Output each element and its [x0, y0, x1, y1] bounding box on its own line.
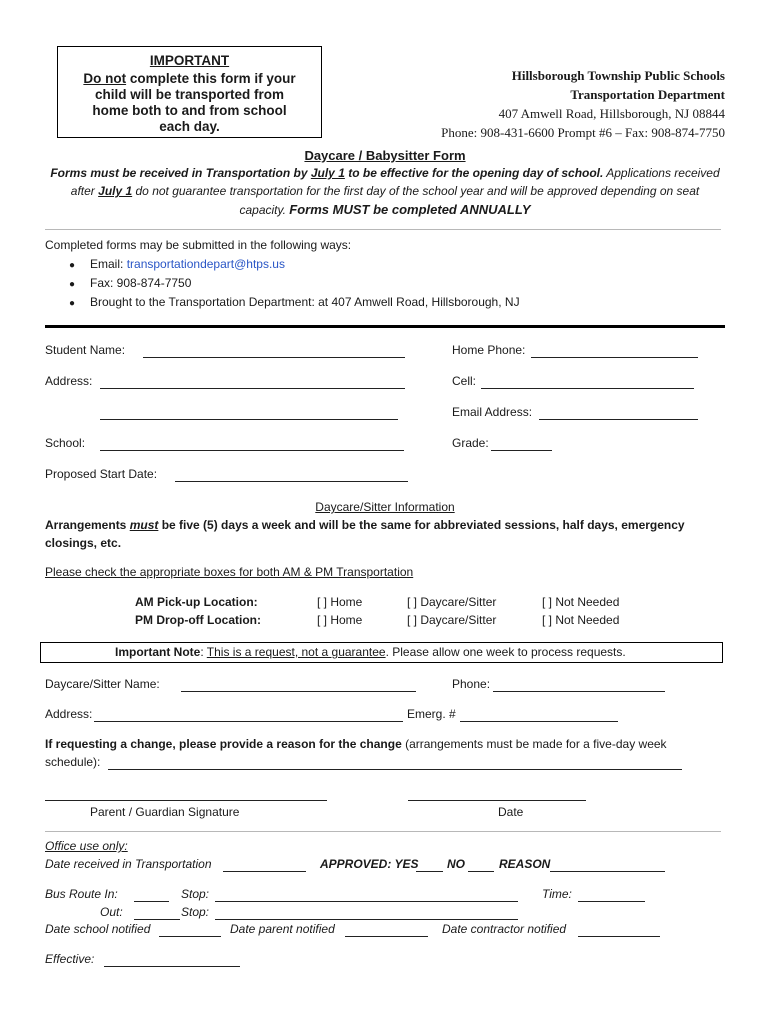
bullet-icon: ● [69, 279, 76, 290]
note-rest: . Please allow one week to process requests. [385, 645, 626, 659]
effective-field[interactable] [104, 966, 240, 967]
approved-yes-label: APPROVED: YES [320, 857, 419, 871]
address-field[interactable] [100, 388, 405, 389]
important-line-4: each day. [159, 119, 220, 134]
stop-in-label: Stop: [181, 887, 210, 901]
approved-no-label: NO [447, 857, 465, 871]
parent-signature-field[interactable] [45, 800, 327, 801]
email-address-label: Email Address: [452, 405, 533, 419]
pm-not-needed-checkbox[interactable]: [ ] Not Needed [542, 613, 620, 627]
email-label: Email: [90, 257, 127, 271]
emerg-label: Emerg. # [407, 707, 456, 721]
divider-thin-1 [45, 229, 721, 230]
parent-signature-label: Parent / Guardian Signature [90, 805, 240, 819]
signature-date-field[interactable] [408, 800, 586, 801]
intro-line-3-a: capacity. [239, 203, 290, 217]
intro-bold-2: to be effective for the opening day of school. [344, 166, 604, 180]
submission-lead: Completed forms may be submitted in the following ways: [45, 238, 352, 252]
intro-line-3 [0, 202, 770, 217]
bullet-icon: ● [69, 298, 76, 309]
sitter-address-field[interactable] [94, 721, 403, 722]
intro-bold-1: Forms must be received in Transportation by [50, 166, 311, 180]
dept-name: Transportation Department [570, 87, 725, 102]
reason-field[interactable] [550, 871, 665, 872]
am-not-needed-checkbox[interactable]: [ ] Not Needed [542, 595, 620, 609]
pm-daycare-checkbox[interactable]: [ ] Daycare/Sitter [407, 613, 497, 627]
stop-out-label: Stop: [181, 905, 210, 919]
approved-yes-field[interactable] [416, 871, 443, 872]
school-notified-label: Date school notified [45, 922, 151, 936]
intro-date-2: July 1 [98, 184, 133, 198]
school-field[interactable] [100, 450, 404, 451]
home-phone-label: Home Phone: [452, 343, 526, 357]
brought-line: Brought to the Transportation Department: at 407 Amwell Road, Hillsborough, NJ [90, 295, 520, 309]
bus-route-in-label: Bus Route In: [45, 887, 118, 901]
intro-line-1 [0, 166, 770, 180]
approved-no-field[interactable] [468, 871, 494, 872]
important-note-label: Important Note [115, 645, 201, 659]
contractor-notified-label: Date contractor notified [442, 922, 567, 936]
reason-label: REASON [499, 857, 551, 871]
office-use-heading: Office use only: [45, 839, 128, 853]
sitter-phone-label: Phone: [452, 677, 491, 691]
bullet-icon: ● [69, 260, 76, 271]
pm-home-checkbox[interactable]: [ ] Home [317, 613, 363, 627]
intro-line-2-a: after [70, 184, 99, 198]
arrangements-must: must [129, 518, 159, 532]
important-line-3: home both to and from school [92, 103, 287, 118]
school-notified-field[interactable] [159, 936, 221, 937]
intro-regular-1: Applications received [603, 166, 720, 180]
sitter-phone-field[interactable] [493, 691, 665, 692]
important-note-text [115, 645, 626, 659]
bus-route-out-label: Out: [100, 905, 123, 919]
sitter-name-field[interactable] [181, 691, 416, 692]
time-field[interactable] [578, 901, 645, 902]
email-link[interactable]: transportationdepart@htps.us [126, 257, 285, 271]
change-rest: (arrangements must be made for a five-day week [401, 737, 667, 751]
arrangements-line-2: closings, etc. [45, 536, 122, 550]
address-line-2-field[interactable] [100, 419, 398, 420]
do-not-text: Do not [83, 71, 127, 86]
divider-thick [45, 325, 725, 328]
sitter-name-label: Daycare/Sitter Name: [45, 677, 160, 691]
important-title: IMPORTANT [149, 53, 230, 68]
intro-date-1: July 1 [310, 166, 345, 180]
cell-field[interactable] [481, 388, 694, 389]
am-pickup-label: AM Pick-up Location: [135, 595, 258, 609]
email-line [90, 257, 285, 271]
start-date-field[interactable] [175, 481, 408, 482]
change-reason-field[interactable] [108, 769, 682, 770]
bus-route-in-field[interactable] [134, 901, 169, 902]
address-label: Address: [45, 374, 93, 388]
change-schedule-label: schedule): [45, 755, 101, 769]
stop-in-field[interactable] [215, 901, 518, 902]
intro-line-2-b: do not guarantee transportation for the first day of the school year and will be approved depending on seat [132, 184, 700, 198]
bus-route-out-field[interactable] [134, 919, 180, 920]
org-name: Hillsborough Township Public Schools [511, 68, 725, 83]
student-name-label: Student Name: [45, 343, 126, 357]
date-received-field[interactable] [223, 871, 306, 872]
time-label: Time: [542, 887, 572, 901]
change-bold: If requesting a change, please provide a reason for the change [45, 737, 402, 751]
divider-thin-2 [45, 831, 721, 832]
contractor-notified-field[interactable] [578, 936, 660, 937]
grade-label: Grade: [452, 436, 489, 450]
start-date-label: Proposed Start Date: [45, 467, 158, 481]
parent-notified-label: Date parent notified [230, 922, 335, 936]
am-daycare-checkbox[interactable]: [ ] Daycare/Sitter [407, 595, 497, 609]
form-title: Daycare / Babysitter Form [304, 148, 466, 163]
important-notice-box [57, 46, 322, 138]
student-name-field[interactable] [143, 357, 405, 358]
pm-dropoff-label: PM Drop-off Location: [135, 613, 261, 627]
school-label: School: [45, 436, 86, 450]
arrangements-line-1 [45, 518, 685, 532]
effective-label: Effective: [45, 952, 95, 966]
important-line-1-rest: complete this form if your [126, 71, 296, 86]
org-phone: Phone: 908-431-6600 Prompt #6 – Fax: 908-874-7750 [441, 125, 725, 140]
emerg-field[interactable] [460, 721, 618, 722]
important-line-2: child will be transported from [94, 87, 285, 102]
grade-field[interactable] [491, 450, 552, 451]
annual-notice: Forms MUST be completed ANNUALLY [289, 202, 531, 217]
arrangements-b: be five (5) days a week and will be the same for abbreviated sessions, half days, emergency [158, 518, 685, 532]
stop-out-field[interactable] [215, 919, 518, 920]
fax-line: Fax: 908-874-7750 [90, 276, 192, 290]
org-address: 407 Amwell Road, Hillsborough, NJ 08844 [498, 106, 725, 121]
signature-date-label: Date [498, 805, 524, 819]
cell-label: Cell: [452, 374, 477, 388]
arrangements-a: Arrangements [45, 518, 130, 532]
note-underlined: This is a request, not a guarantee [206, 645, 386, 659]
home-phone-field[interactable] [531, 357, 698, 358]
change-line-1 [45, 737, 667, 751]
note-colon: : [200, 645, 207, 659]
email-address-field[interactable] [539, 419, 698, 420]
check-instruction: Please check the appropriate boxes for both AM & PM Transportation [45, 565, 414, 579]
sitter-address-label: Address: [45, 707, 93, 721]
daycare-info-heading: Daycare/Sitter Information [315, 500, 455, 514]
parent-notified-field[interactable] [345, 936, 428, 937]
date-received-label: Date received in Transportation [45, 857, 212, 871]
am-home-checkbox[interactable]: [ ] Home [317, 595, 363, 609]
intro-line-2 [0, 184, 770, 198]
